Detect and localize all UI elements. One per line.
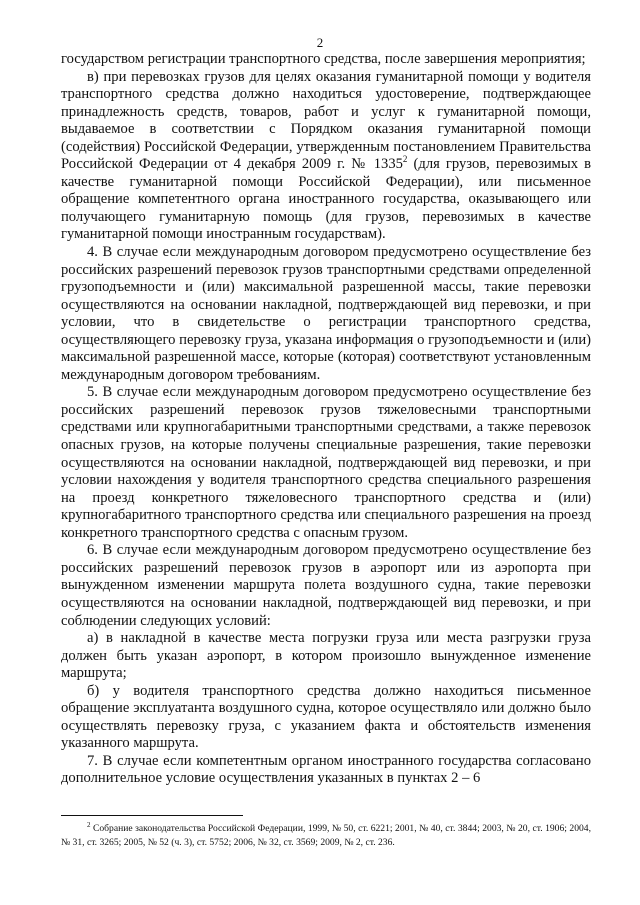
- paragraph-7: 7. В случае если компетентным органом иностранного государства согласовано дополнительное условие осуществления указанных в пунктах 2 – 6: [61, 752, 591, 787]
- paragraph-6-b: б) у водителя транспортного средства должно находиться письменное обращение эксплуатанта воздушного судна, которое осуществляло или должно было осуществлять перевозку груза, с указанием факта и обстоятельств изменения указанного маршрута.: [61, 682, 591, 752]
- document-body: [61, 51, 591, 788]
- paragraph-6-a: а) в накладной в качестве места погрузки груза или места разгрузки груза должен быть указан аэропорт, в котором произошло вынужденное изменение маршрута;: [61, 630, 591, 682]
- footnote-divider: [61, 815, 243, 816]
- paragraph-item-v: [61, 69, 591, 244]
- paragraph-item-v-tail: (для грузов, перевозимых в качестве гуманитарной помощи Российской Федерации), или письменное обращение компетентного органа иностранного государства, оказывающего или получающего гуманитарную помощь (для грузов, перевозимых в качестве гуманитарной помощи иностранным государствам).: [61, 156, 591, 243]
- page-number: 2: [316, 35, 324, 50]
- footnote: [61, 822, 591, 849]
- paragraph-6: 6. В случае если международным договором предусмотрено осуществление без российских разрешений перевозок грузов в аэропорт или из аэропорта при вынужденном изменении маршрута полета воздушного судна, такие перевозки осуществляются на основании накладной, подтверждающей вид перевозки, и при соблюдении следующих условий:: [61, 542, 591, 629]
- paragraph-item-v-text: в) при перевозках грузов для целях оказания гуманитарной помощи у водителя транспортного средства должно находиться удостоверение, подтверждающее принадлежность средств, товаров, работ и услуг к гуманитарной помощи, выдаваемое в соответствии с Порядком оказания гуманитарной помощи (содействия) Российской Федерации, утвержденным постановлением Правительства Российской Федерации от 4 декабря 2009 г. № 1335: [61, 68, 591, 173]
- footnote-reference[interactable]: 2: [402, 154, 408, 165]
- footnote-text: Собрание законодательства Российской Федерации, 1999, № 50, ст. 6221; 2001, № 40, ст. 3844; 2003, № 20, ст. 1906; 2004, № 31, ст. 3265; 2005, № 52 (ч. 3), ст. 5752; 2006, № 32, ст. 3569; 2009, № 2, ст. 236.: [61, 823, 591, 848]
- paragraph-4: 4. В случае если международным договором предусмотрено осуществление без российских разрешений перевозок грузов транспортными средствами определенной грузоподъемности и (или) максимальной разрешенной массы, такие перевозки осуществляются на основании накладной, подтверждающей вид перевозки, и при условии, что в свидетельстве о регистрации транспортного средства, осуществляющего перевозку груза, указана информация о грузоподъемности и (или) максимальной разрешенной массе, которые (которая) соответствуют установленным международным договором требованиям.: [61, 244, 591, 383]
- footnote-mark: 2: [87, 821, 91, 829]
- paragraph-5: 5. В случае если международным договором предусмотрено осуществление без российских разрешений перевозок грузов тяжеловесными транспортными средствами или крупногабаритными транспортными средствами, а также перевозок опасных грузов, на которые получены специальные разрешения, такие перевозки осуществляются на основании накладной, подтверждающей вид перевозки, и при условии нахождения у водителя транспортного средства специального разрешения на проезд конкретного тяжеловесного транспортного средства и (или) крупногабаритного транспортного средства или специального разрешения на проезд конкретного транспортного средства с опасным грузом.: [61, 384, 591, 541]
- paragraph-continuation: государством регистрации транспортного средства, после завершения мероприятия;: [61, 51, 586, 67]
